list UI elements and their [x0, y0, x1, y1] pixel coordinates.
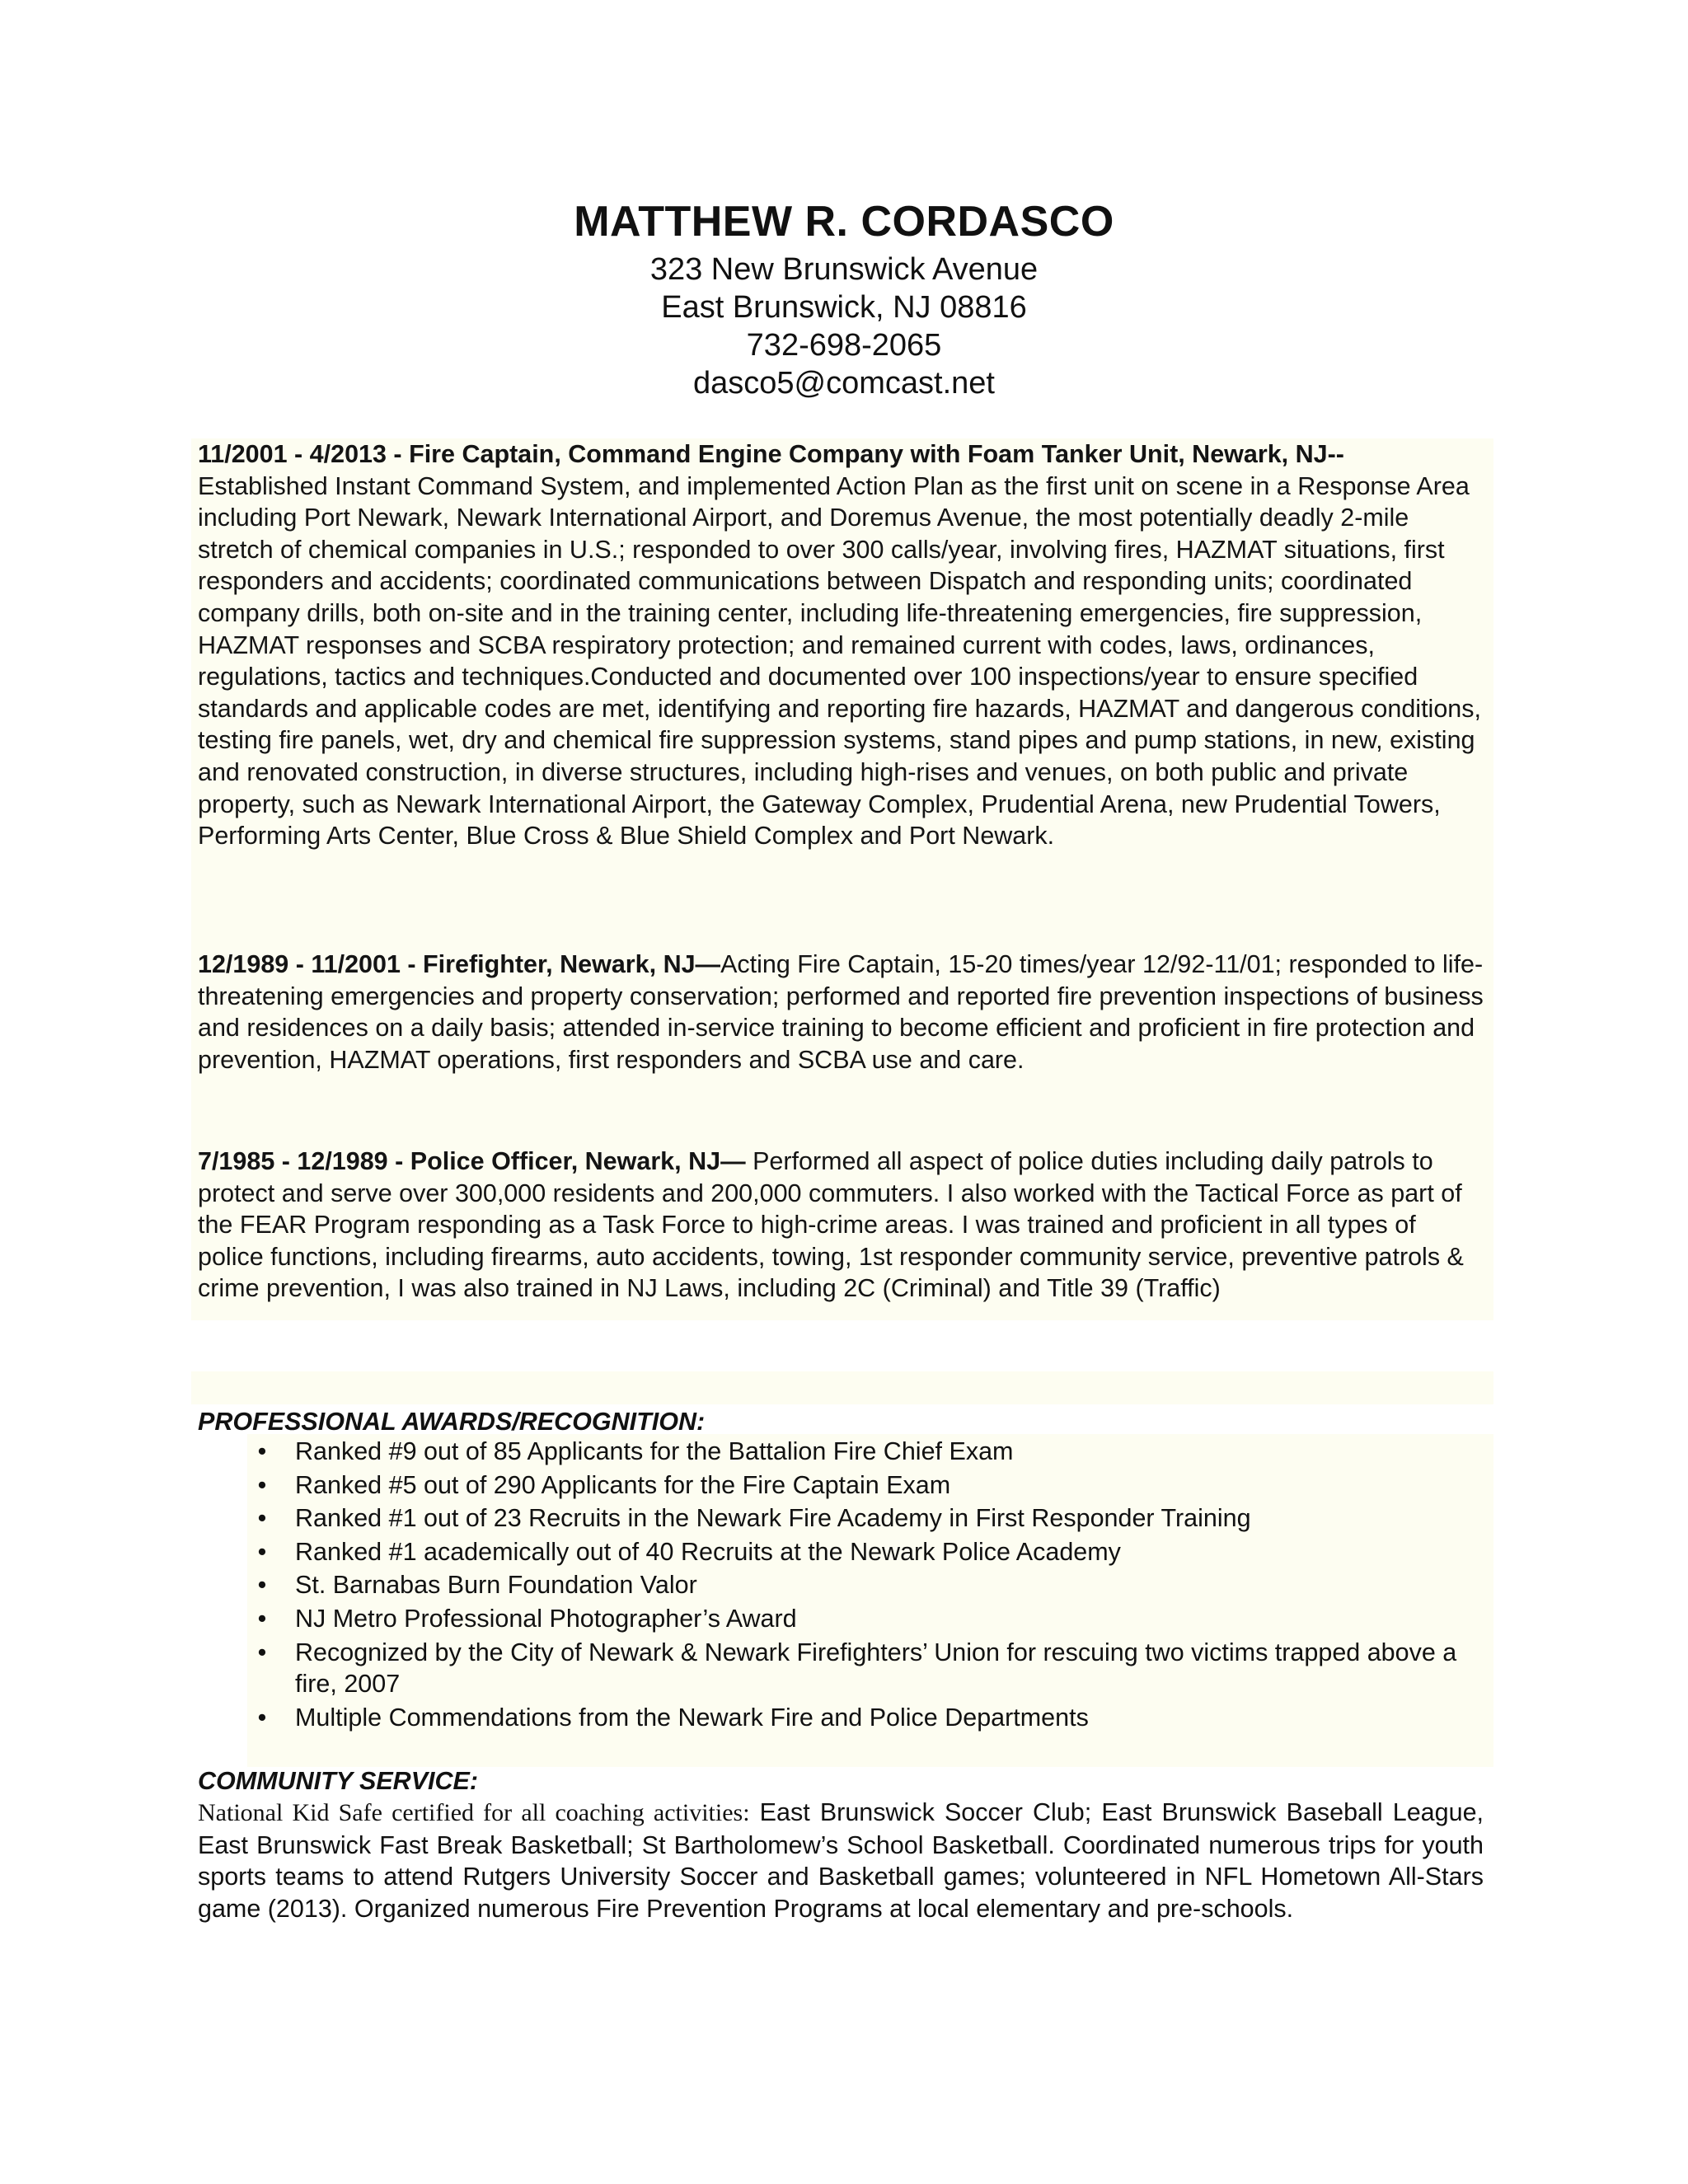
- bullet-icon: •: [257, 1537, 267, 1566]
- resume-header: [0, 193, 1688, 402]
- job-description: Performed all aspect of police duties including daily patrols to protect and serve over 300,000 residents and 200,000 commuters. I also worked with the Tactical Force as part of the FEAR Program responding as a Task Force to high-crime areas. I was trained and proficient in all types of police functions, including firearms, auto accidents, towing, 1st responder community service, preventive patrols & crime prevention, I was also trained in NJ Laws, including 2C (Criminal) and Title 39 (Traffic): [198, 1147, 1464, 1303]
- community-section-title: COMMUNITY SERVICE:: [198, 1767, 479, 1795]
- list-item: • Ranked #1 academically out of 40 Recruits at the Newark Police Academy: [198, 1536, 1484, 1568]
- email-address: dasco5@comcast.net: [693, 366, 995, 401]
- job-entry-police-officer: [198, 1146, 1484, 1305]
- job-heading: 7/1985 - 12/1989 - Police Officer, Newark, NJ—: [198, 1147, 746, 1175]
- awards-title-shade: [191, 1371, 1493, 1404]
- bullet-icon: •: [257, 1604, 267, 1633]
- awards-list: [198, 1436, 1484, 1735]
- job-description: Established Instant Command System, and implemented Action Plan as the first unit on scene in a Response Area including Port Newark, Newark International Airport, and Doremus Avenue, the most potentially deadly 2-mile stretch of chemical companies in U.S.; responded to over 300 calls/year, involving fires, HAZMAT situations, first responders and accidents; coordinated communications between Dispatch and responding units; coordinated company drills, both on-site and in the training center, including life-threatening emergencies, fire suppression, HAZMAT responses and SCBA respiratory protection; and remained current with codes, laws, ordinances, regulations, tactics and techniques.Conducted and documented over 100 inspections/year to ensure specified standards and applicable codes are met, identifying and reporting fire hazards, HAZMAT and dangerous conditions, testing fire panels, wet, dry and chemical fire suppression systems, stand pipes and pump stations, in new, existing and renovated construction, in diverse structures, including high-rises and venues, on both public and private property, such as Newark International Airport, the Gateway Complex, Prudential Arena, new Prudential Towers, Performing Arts Center, Blue Cross & Blue Shield Complex and Port Newark.: [198, 471, 1481, 851]
- list-item: • NJ Metro Professional Photographer’s Award: [198, 1603, 1484, 1635]
- list-item: • Multiple Commendations from the Newark Fire and Police Departments: [198, 1702, 1484, 1734]
- awards-section-title: PROFESSIONAL AWARDS/RECOGNITION:: [198, 1408, 706, 1436]
- list-item: • Ranked #5 out of 290 Applicants for the Fire Captain Exam: [198, 1469, 1484, 1502]
- community-lead: National Kid Safe certified for all coaching activities:: [198, 1799, 750, 1826]
- job-heading: 11/2001 - 4/2013 - Fire Captain, Command Engine Company with Foam Tanker Unit, Newark, NJ--: [198, 440, 1344, 468]
- list-item: • Ranked #1 out of 23 Recruits in the Newark Fire Academy in First Responder Training: [198, 1502, 1484, 1535]
- community-description: [198, 1797, 1484, 1924]
- phone-number: 732-698-2065: [746, 328, 942, 363]
- bullet-icon: •: [257, 1638, 267, 1666]
- candidate-name: MATTHEW R. CORDASCO: [574, 198, 1114, 246]
- list-item: • St. Barnabas Burn Foundation Valor: [198, 1569, 1484, 1601]
- community-body: East Brunswick Soccer Club; East Brunswick Baseball League, East Brunswick Fast Break Basketball; St Bartholomew’s School Basketball. Coordinated numerous trips for youth sports teams to attend Rutgers University Soccer and Basketball games; volunteered in NFL Hometown All-Stars game (2013). Organized numerous Fire Prevention Programs at local elementary and pre-schools.: [198, 1798, 1484, 1923]
- list-item: • Ranked #9 out of 85 Applicants for the Battalion Fire Chief Exam: [198, 1436, 1484, 1468]
- job-entry-fire-captain: [198, 438, 1484, 852]
- bullet-icon: •: [257, 1571, 267, 1600]
- job-description: Acting Fire Captain, 15-20 times/year 12/92-11/01; responded to life-threatening emergencies and property conservation; performed and reported fire prevention inspections of business and residences on a daily basis; attended in-service training to become efficient and proficient in fire protection and prevention, HAZMAT operations, first responders and SCBA use and care.: [198, 950, 1484, 1074]
- job-entry-firefighter: [198, 949, 1484, 1076]
- job-heading: 12/1989 - 11/2001 - Firefighter, Newark, NJ—: [198, 950, 721, 978]
- bullet-icon: •: [257, 1703, 267, 1732]
- list-item: • Recognized by the City of Newark & Newark Firefighters’ Union for rescuing two victims trapped above a fire, 2007: [198, 1637, 1484, 1700]
- bullet-icon: •: [257, 1504, 267, 1533]
- bullet-icon: •: [257, 1470, 267, 1499]
- address-line-2: East Brunswick, NJ 08816: [661, 290, 1027, 325]
- bullet-icon: •: [257, 1437, 267, 1465]
- address-line-1: 323 New Brunswick Avenue: [649, 252, 1039, 287]
